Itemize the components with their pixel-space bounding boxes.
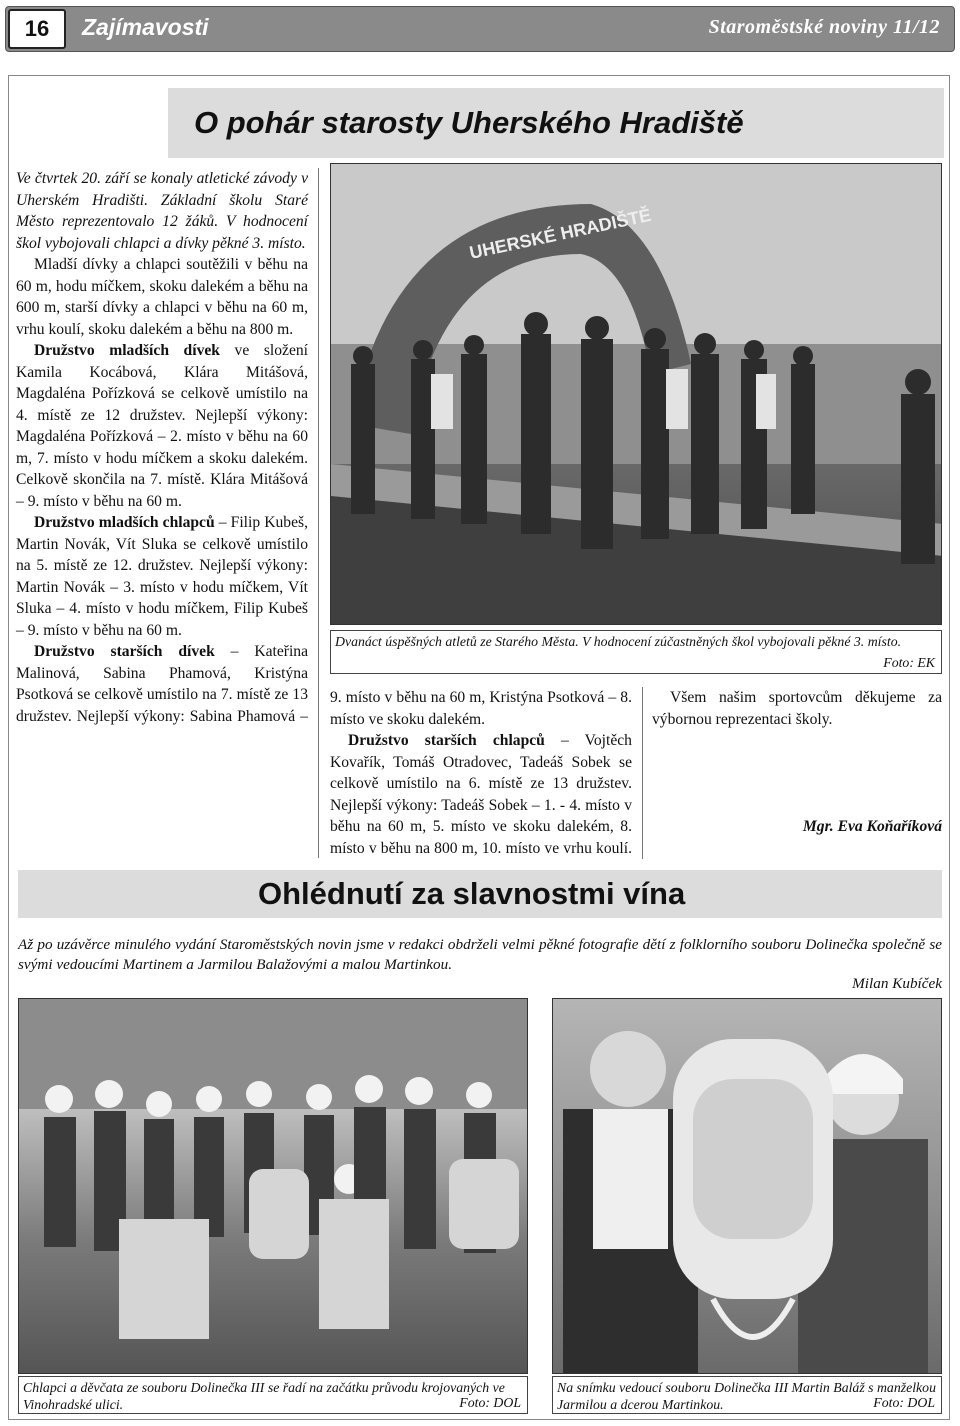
article2-author: Milan Kubíček	[852, 975, 942, 992]
article1-paragraph-5: Družstvo starších chlapců – Vojtěch Kovařík, Tomáš Otradovec, Tadeáš Sobek se celkově umístilo na 6. místě ze 13 družstev. Nejlepší výkony: Tadeáš Sobek – 1. - 4. místo v běhu na 60 m, 5. místo ve skoku dalekém, 8. místo v běhu na 800 m, 10. místo ve vrhu koulí.	[330, 732, 632, 857]
athletes-photo-credit: Foto: EK	[883, 655, 935, 670]
folklore-group-caption: Chlapci a děvčata ze souboru Dolinečka III se řadí na začátku průvodu krojovaných ve Vinohradské ulici. Foto: DOL	[18, 1376, 528, 1414]
team-younger-boys: Družstvo mladších chlapců	[34, 514, 215, 531]
team-older-girls: Družstvo starších dívek	[34, 643, 215, 660]
folklore-group-photo	[18, 998, 528, 1374]
article1-paragraph-2: Družstvo mladších dívek ve složení Kamila Kocábová, Klára Mitášová, Magdaléna Pořízková se celkově umístilo na 4. místě ze 12 družstev. Nejlepší výkony: Magdaléna Pořízková – 2. místo v běhu na 60 m, 7. místo v hodu míčkem a skoku dalekém. Celkově skončila na 7. místě. Klára Mitášová – 9. místo v běhu na 60 m.	[16, 342, 308, 510]
article1-author: Mgr. Eva Koňaříková	[802, 818, 942, 835]
team-older-boys: Družstvo starších chlapců	[348, 732, 545, 749]
section-title: Zajímavosti	[82, 14, 209, 40]
athletes-photo-illustration	[331, 164, 942, 625]
article1-lead: Ve čtvrtek 20. září se konaly atletické závody v Uherském Hradišti. Základní školu Staré Město reprezentovalo 12 žáků. V hodnocení škol vybojovali chlapci a dívky pěkné 3. místo.	[16, 170, 308, 252]
column-divider	[318, 168, 319, 858]
folklore-group-credit: Foto: DOL	[459, 1395, 521, 1410]
article1-paragraph-4: Družstvo starších dívek – Kateřina Malinová, Sabina Phamová, Kristýna Psotková se celkově umístilo na 7. místě ze 13 družstev. Nejlepší výkony: Sabina Phamová –	[16, 643, 308, 725]
folklore-group-illustration	[19, 999, 528, 1374]
article2-title: Ohlédnutí za slavnostmi vína	[18, 870, 942, 918]
leaders-credit: Foto: DOL	[873, 1395, 935, 1410]
page-number: 16	[8, 9, 66, 49]
leaders-photo	[552, 998, 942, 1374]
article1-column-1	[16, 168, 308, 727]
column-divider-2	[642, 687, 643, 859]
article1-title: O pohár starosty Uherského Hradiště	[168, 88, 944, 158]
article1-paragraph-6: Všem našim sportovcům děkujeme za výbornou reprezentaci školy.	[652, 689, 942, 728]
leaders-caption: Na snímku vedoucí souboru Dolinečka III Martin Baláž s manželkou Jarmilou a dcerou Martinkou. Foto: DOL	[552, 1376, 942, 1414]
article1-paragraph-4-cont: 9. místo v běhu na 60 m, Kristýna Psotková – 8. místo ve skoku dalekém.	[330, 689, 632, 728]
article2-lead: Až po uzávěrce minulého vydání Staroměstských novin jsme v redakci obdrželi velmi pěkné fotografie dětí z folklorního souboru Dolinečka společně se svými vedoucími Martinem a Jarmilou Balažovými a malou Martinkou.	[18, 936, 942, 973]
newspaper-name: Staroměstské noviny 11/12	[708, 16, 940, 38]
article1-paragraph-1: Mladší dívky a chlapci soutěžili v běhu na 60 m, hodu míčkem, skoku dalekém a běhu na 600 m, starší dívky a chlapci v běhu na 60 m, vrhu koulí, skoku dalekém a běhu na 800 m.	[16, 256, 308, 338]
article1-column-2	[330, 687, 632, 859]
article1-paragraph-3: Družstvo mladších chlapců – Filip Kubeš, Martin Novák, Vít Sluka se celkově umístilo na 5. místě ze 12. družstev. Nejlepší výkony: Martin Novák – 3. místo v hodu míčkem, Vít Sluka – 4. místo v hodu míčkem, Filip Kubeš – 9. místo v běhu na 60 m.	[16, 514, 308, 639]
athletes-photo-caption: Dvanáct úspěšných atletů ze Starého Města. V hodnocení zúčastněných škol vybojovali pěkné 3. místo. Foto: EK	[330, 630, 942, 674]
article1-column-3	[652, 687, 942, 837]
arch-lettering: UHERSKÉ HRADIŠTĚ	[467, 204, 653, 263]
team-younger-girls: Družstvo mladších dívek	[34, 342, 220, 359]
leaders-photo-illustration	[553, 999, 942, 1374]
athletes-photo	[330, 163, 942, 625]
